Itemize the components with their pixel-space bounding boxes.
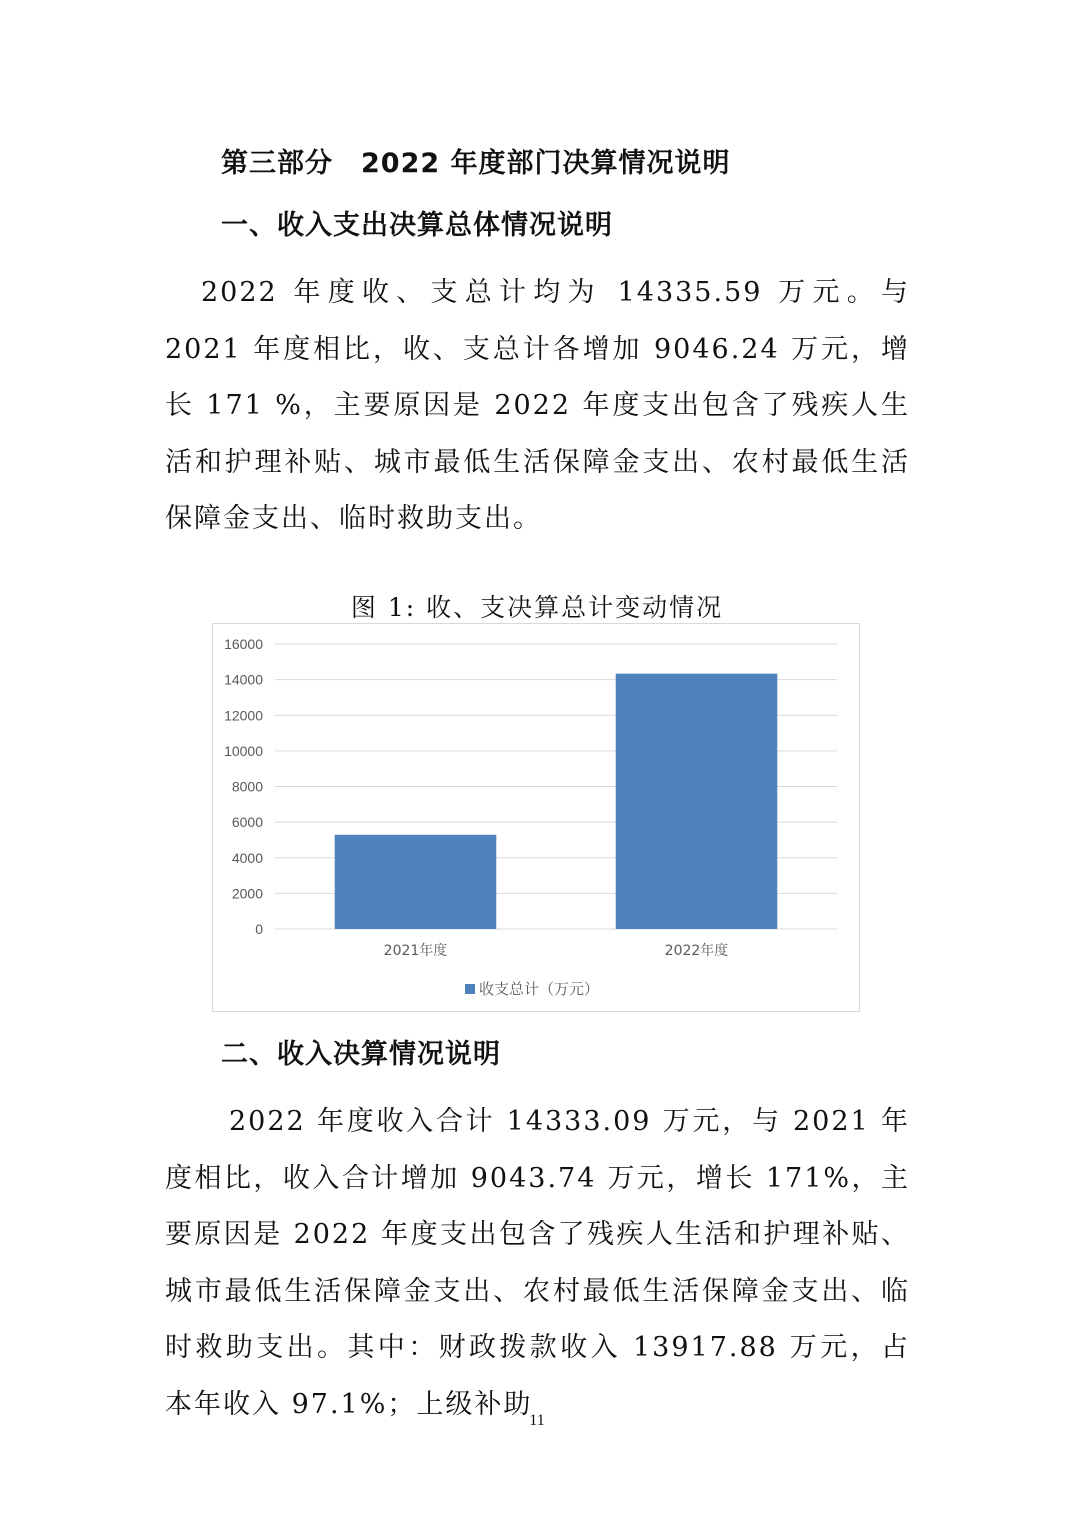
figure-caption: 图 1: 收、支决算总计变动情况	[350, 593, 724, 622]
y-tick-label: 12000	[224, 707, 263, 724]
legend-swatch	[465, 984, 475, 994]
y-tick-label: 4000	[231, 849, 263, 866]
y-tick-label: 0	[255, 921, 263, 937]
bar-chart	[212, 623, 860, 1012]
paragraph-overview-text: 2022 年度收、支总计均为 14335.59 万元。与 2021 年度相比，收、支总计各增加 9046.24 万元，增长 171 %，主要原因是 2022 年度支出包含了残疾人生活和护理补贴、城市最低生活保障金支出、农村最低生活保障金支出、临时救助支出。	[165, 277, 910, 534]
paragraph-income-text: 2022 年度收入合计 14333.09 万元，与 2021 年度相比，收入合计增加 9043.74 万元，增长 171%，主要原因是 2022 年度支出包含了残疾人生活和护理补贴、城市最低生活保障金支出、农村最低生活保障金支出、临时救助支出。其中：财政拨款收入 13917.88 万元，占本年收入 97.1%；上级补助	[165, 1106, 910, 1420]
y-tick-label: 10000	[224, 742, 263, 759]
paragraph-overview	[165, 265, 910, 548]
y-tick-label: 8000	[231, 778, 263, 795]
y-tick-label: 14000	[224, 671, 263, 688]
y-tick-label: 6000	[231, 814, 263, 831]
heading-income-expenditure-overview: 一、收入支出决算总体情况说明	[221, 210, 613, 241]
y-tick-label: 2000	[231, 885, 263, 902]
x-category-label: 2022年度	[664, 943, 729, 959]
section-title: 第三部分 2022 年度部门决算情况说明	[221, 148, 731, 179]
y-tick-label: 16000	[224, 636, 263, 652]
paragraph-income	[165, 1094, 910, 1433]
bar-2	[616, 674, 778, 929]
x-category-label: 2021年度	[383, 943, 448, 959]
chart-canvas	[213, 624, 859, 1011]
page-number: 11	[529, 1412, 545, 1429]
legend-label: 收支总计（万元）	[479, 980, 600, 998]
bar-1	[335, 835, 497, 929]
heading-income-detail: 二、收入决算情况说明	[221, 1039, 501, 1070]
